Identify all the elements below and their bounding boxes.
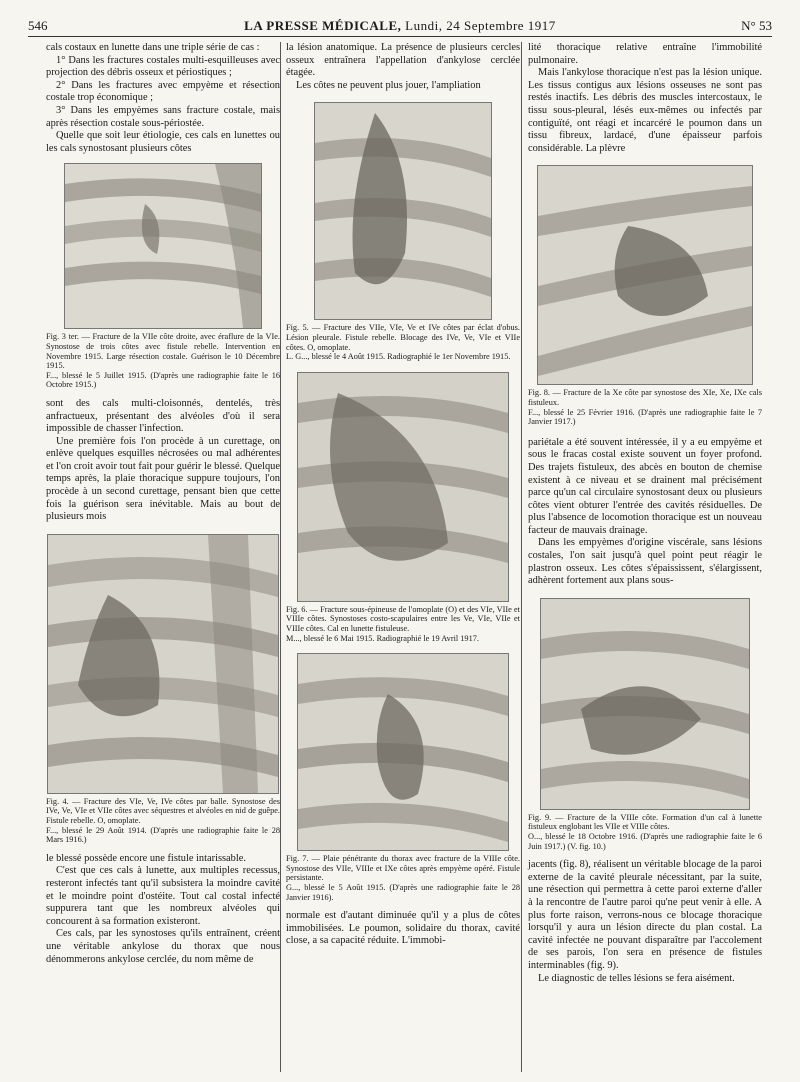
paragraph: lité thoracique relative entraîne l'immobilité pulmonaire. [528, 42, 762, 66]
figure-8-caption [528, 388, 762, 426]
figure-8-radiograph [537, 165, 753, 385]
header-rule [28, 36, 772, 37]
paragraph: Ces cals, par les synostoses qu'ils entraînent, créent une véritable ankylose du thorax que nous dénommerons ankylose cerclée, du nom même de [46, 928, 280, 965]
caption-source: M..., blessé le 6 Mai 1915. Radiographié le 19 Avril 1917. [286, 633, 479, 643]
caption-text: Fig. 4. — Fracture des VIe, Ve, IVe côtes par balle. Synostose des IVe, Ve, VIe et VIIe côtes avec séquestres et alvéoles en nid de guêpe. Fistule rebelle. O, omoplate. [46, 796, 280, 826]
caption-text: Fig. 5. — Fracture des VIIe, VIe, Ve et IVe côtes par éclat d'obus. Lésion pleurale. Fistule rebelle. Blocage des IVe, Ve, VIe et VIIe côtes. O, omoplate. [286, 323, 520, 352]
figure-6-caption [286, 605, 520, 643]
paragraph: sont des cals multi-cloisonnés, dentelés, très anfractueux, présentant des alvéoles d'où il sera impossible de chasser l'infection. [46, 397, 280, 435]
figure-9-radiograph [540, 598, 750, 810]
figure-7-caption [286, 854, 520, 902]
caption-text: Fig. 7. — Plaie pénétrante du thorax avec fracture de la VIIIe côte. Synostose des VIIe, VIIIe et IXe côtes après empyème opéré. Fistule persistante. [286, 854, 520, 883]
caption-text: Fig. 9. — Fracture de la VIIIe côte. Formation d'un cal à lunette fistuleux englobant les VIIe et VIIIe côtes. [528, 812, 762, 832]
figure-3-caption [46, 332, 280, 390]
journal-title [28, 18, 772, 34]
caption-source: F..., blessé le 29 Août 1914. (D'après une radiographie faite le 28 Mars 1916.) [46, 825, 280, 845]
caption-source: F..., blessé le 5 Juillet 1915. (D'après une radiographie faite le 16 Octobre 1915.) [46, 370, 280, 390]
column-divider [521, 42, 522, 1072]
caption-text: Fig. 3 ter. — Fracture de la VIIe côte droite, avec éraflure de la VIe. Synostose de trois côtes avec fistule rebelle. Intervention en Novembre 1915. Large résection costale. Guérison le 10 Décembre 1915. [46, 332, 280, 371]
figure-7-radiograph [297, 653, 509, 851]
paragraph: cals costaux en lunette dans une triple série de cas : [46, 42, 260, 53]
caption-source: O..., blessé le 18 Octobre 1916. (D'après une radiographie faite le 6 Juin 1917.) (V. fig. 10.) [528, 832, 762, 851]
figure-3-radiograph [64, 163, 262, 329]
paragraph: Mais l'ankylose thoracique n'est pas la lésion unique. Les tissus contigus aux lésions osseuses ne sont pas restés inactifs. Les débris des muscles intercostaux, le tissu sous-pleural, lésés eux-mêmes ou infectés par contiguïté, ont réagi et incarcéré le poumon dans un tissu fibreux, lardacé, d'une épaisseur parfois considérable. La plèvre [528, 67, 762, 154]
paragraph: la lésion anatomique. La présence de plusieurs cercles osseux entraînera l'appellation d'ankylose cerclée étagée. [286, 42, 520, 79]
paragraph: 1° Dans les fractures costales multi-esquilleuses avec projection des débris osseux et périostiques ; [46, 54, 280, 79]
figure-9-caption [528, 813, 762, 851]
journal-name: LA PRESSE MÉDICALE, [244, 18, 402, 33]
paragraph: 2° Dans les fractures avec empyème et résection costale trop économique ; [46, 79, 280, 104]
column-right [528, 42, 762, 985]
figure-4-radiograph [47, 534, 279, 794]
column-divider [280, 42, 281, 1072]
figure-5-caption [286, 323, 520, 361]
paragraph: Dans les empyèmes d'origine viscérale, sans lésions costales, l'on sait jusqu'à quel point peut réagir le plastron osseux. Les côtes s'épaississent, s'élargissent, adhèrent fortement aux plans sous- [528, 537, 762, 587]
page-number: 546 [28, 18, 48, 33]
paragraph: Une première fois l'on procède à un curettage, on enlève quelques esquilles nécrosées ou mal adhérentes et l'on croit avoir tout fait pour guérir le blessé. Quelque temps après, la plaie thoracique suppure toujours, l'on procède à un second curettage, pensant bien que cette fois la guérison sera inévitable. Mais au bout de plusieurs mois [46, 435, 280, 523]
column-middle [286, 42, 520, 948]
caption-text: Fig. 6. — Fracture sous-épineuse de l'omoplate (O) et des VIe, VIIe et VIIIe côtes. Synostoses costo-scapulaires entre les Ve, VIe, VIIe et VIIIe côtes. Cal en lunette fistuleuse. [286, 604, 520, 633]
paragraph: pariétale a été souvent intéressée, il y a eu empyème et sous le fracas costal existe souvent un foyer profond. Des trajets fistuleux, des abcès en bouton de chemise existent à ce niveau et se drainent mal précisément parce qu'un cal circulaire synostosant deux ou plusieurs côtes vient obturer l'entrée des cavités résiduelles. De plus l'absence de locomotion thoracique est un nouveau facteur de mauvais drainage. [528, 436, 762, 536]
paragraph: normale est d'autant diminuée qu'il y a plus de côtes immobilisées. Le poumon, solidaire du thorax, cavité close, a sa capacité réduite. L'immobi- [286, 910, 520, 947]
figure-5-radiograph [314, 102, 492, 320]
issue-number: N° 53 [741, 18, 772, 33]
paragraph: Quelle que soit leur étiologie, ces cals en lunettes ou les cals synostosant plusieurs côtes [46, 130, 280, 154]
caption-source: F..., blessé le 25 Février 1916. (D'après une radiographie faite le 7 Janvier 1917.) [528, 407, 762, 427]
figure-4-caption [46, 797, 280, 845]
caption-source: G..., blessé le 5 Août 1915. (D'après une radiographie faite le 28 Janvier 1916). [286, 882, 520, 902]
caption-source: L. G..., blessé le 4 Août 1915. Radiographié le 1er Novembre 1915. [286, 352, 511, 362]
paragraph: jacents (fig. 8), réalisent un véritable blocage de la paroi externe de la cavité pleurale nécessitant, par la suite, une résection qui permettra à cette paroi externe d'aller à la rencontre de l'autre paroi qu'ne peut venir à elle. A plus forte raison, verrons-nous ce blocage thoracique lorsqu'il y aura un lésion directe du plan costal. La cavité infectée ne pouvant disparaître par l'accolement de ses parois, l'on sera en présence de fistules interminables (fig. 9). [528, 859, 762, 971]
issue-date: Lundi, 24 Septembre 1917 [405, 18, 556, 33]
paragraph: Les côtes ne peuvent plus jouer, l'ampliation [296, 79, 481, 91]
figure-6-radiograph [297, 372, 509, 602]
paragraph: 3° Dans les empyèmes sans fracture costale, mais après résection costale sous-périostée. [46, 104, 280, 129]
paragraph: Le diagnostic de telles lésions se fera aisément. [538, 972, 735, 984]
paragraph: le blessé possède encore une fistule intarissable. [46, 852, 246, 864]
page-header [28, 18, 772, 38]
caption-text: Fig. 8. — Fracture de la Xe côte par synostose des XIe, Xe, IXe cals fistuleux. [528, 388, 762, 407]
column-left [46, 42, 280, 966]
paragraph: C'est que ces cals à lunette, aux multiples recessus, resteront infectés tant qu'il subsistera la moindre cavité et le moindre point d'ostéite. Tout cal costal infecté suppurera tant que les nombreux alvéoles qui concourent à sa formation existeront. [46, 865, 280, 927]
